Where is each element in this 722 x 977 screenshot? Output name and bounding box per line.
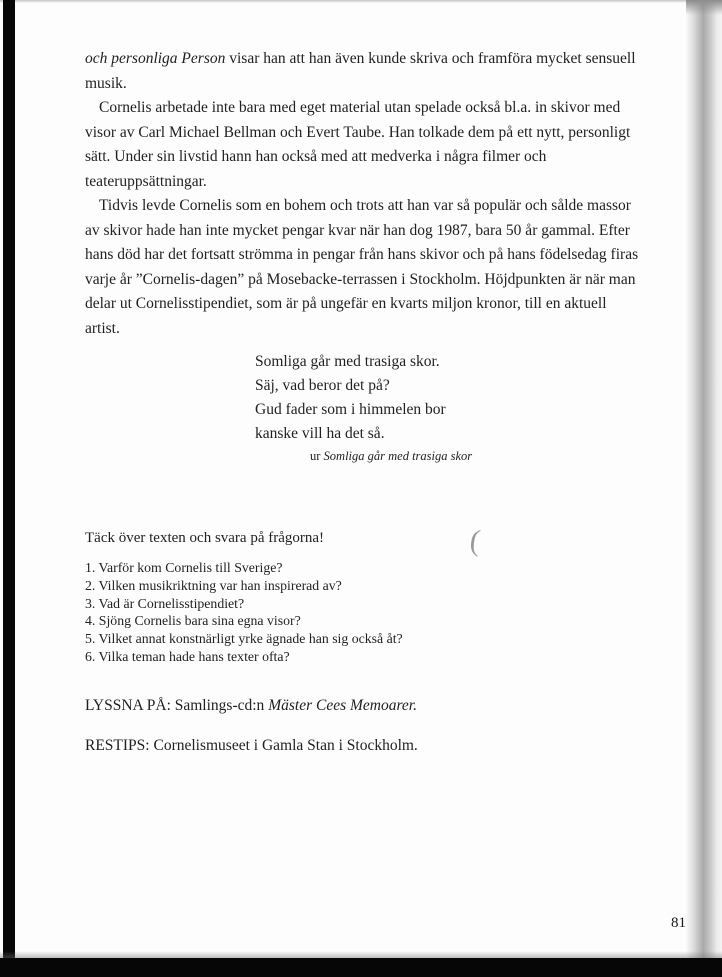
paragraph-continuation-rest: visar han att han även kunde skriva och framföra mycket sensuell musik. xyxy=(85,50,636,92)
listen-tip-album-title: Mäster Cees Memoarer. xyxy=(268,696,417,714)
paragraph-continuation xyxy=(85,47,645,96)
paragraph-bohemian-life: Tidvis levde Cornelis som en bohem och trots att han var så populär och sålde massor av skivor hade han inte mycket pengar kvar när han dog 1987, bara 50 år gammal. Efter hans död har det fortsatt strömma in pengar från hans skivor och på hans födelsedag firas varje år ”Cornelis-dagen” på Mosebacke-terrassen i Stockholm. Höjdpunkten är när man delar ut Cornelisstipendiet, som är på ungefär en kvarts miljon kronor, till en aktuell artist. xyxy=(85,197,639,337)
listen-tip xyxy=(85,696,645,716)
question-1: 1. Varför kom Cornelis till Sverige? xyxy=(85,560,283,575)
poem-attribution-prefix: ur xyxy=(310,449,324,463)
poem-line-2: Säj, vad beror det på? xyxy=(255,377,390,394)
paragraph-career: Cornelis arbetade inte bara med eget material utan spelade också bl.a. in skivor med visor av Carl Michael Bellman och Evert Taube. Han tolkade dem på ett nytt, personligt sätt. Under sin livstid hann han också med att medverka i några filmer och teateruppsättningar. xyxy=(85,99,631,190)
poem-quote xyxy=(255,350,645,446)
exercise-instruction: Täck över texten och svara på frågorna! xyxy=(85,530,325,546)
album-title-italic: och personliga Person xyxy=(85,50,226,67)
travel-tip: RESTIPS: Cornelismuseet i Gamla Stan i Stockholm. xyxy=(85,736,418,754)
poem-line-1: Somliga går med trasiga skor. xyxy=(255,353,440,370)
question-list xyxy=(85,559,645,666)
poem-line-4: kanske vill ha det så. xyxy=(255,425,385,442)
question-4: 4. Sjöng Cornelis bara sina egna visor? xyxy=(85,613,301,629)
poem-line-3: Gud fader som i himmelen bor xyxy=(255,401,446,418)
listen-tip-prefix: LYSSNA PÅ: Samlings-cd:n xyxy=(85,696,269,714)
scan-corner-artifact xyxy=(686,0,722,15)
question-6: 6. Vilka teman hade hans texter ofta? xyxy=(85,648,290,664)
scan-top-edge xyxy=(0,0,722,3)
poem-attribution-title: Somliga går med trasiga skor xyxy=(323,449,473,463)
question-5: 5. Vilket annat konstnärligt yrke ägnade han sig också åt? xyxy=(85,631,403,647)
page-edge-shadow xyxy=(686,0,722,977)
scan-bottom-edge xyxy=(0,958,722,977)
question-2: 2. Vilken musikriktning var han inspirerad av? xyxy=(85,577,342,593)
scan-pen-mark: ( xyxy=(468,523,483,558)
question-3: 3. Vad är Cornelisstipendiet? xyxy=(85,595,245,611)
page-number: 81 xyxy=(671,915,686,931)
scan-left-edge xyxy=(3,0,15,977)
page-content xyxy=(85,47,645,756)
poem-attribution xyxy=(310,449,645,464)
